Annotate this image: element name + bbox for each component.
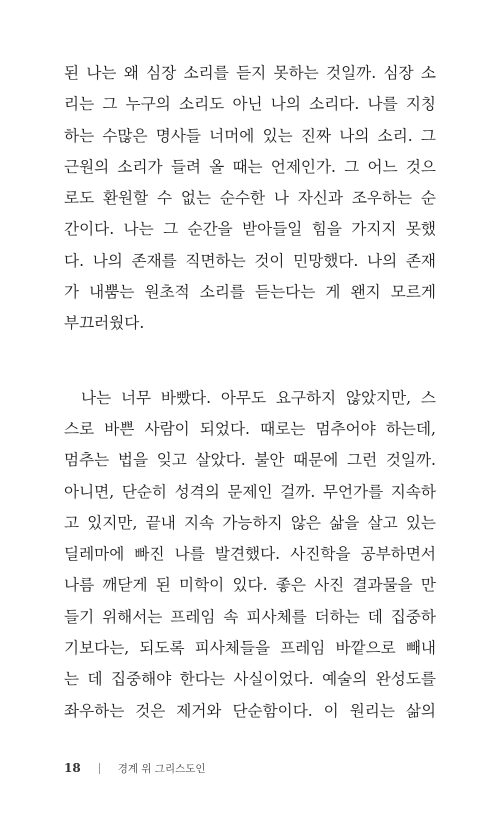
footer-divider — [99, 763, 100, 774]
text-line: 된 나는 왜 심장 소리를 듣지 못하는 것일까. 심장 소 — [64, 64, 436, 82]
page-body — [64, 58, 436, 727]
text-line: 스로 바쁜 사람이 되었다. 때로는 멈추어야 하는데, — [64, 419, 436, 438]
text-line: 고 있지만, 끝내 지속 가능하지 않은 삶을 살고 있는 — [64, 513, 436, 532]
text-line: 부끄러웠다. — [64, 314, 145, 333]
text-line: 나름 깨닫게 된 미학이 있다. 좋은 사진 결과물을 만 — [64, 576, 436, 595]
text-line: 하는 수많은 명사들 너머에 있는 진짜 나의 소리. 그 — [64, 126, 436, 145]
text-line: 멈추는 법을 잊고 살았다. 불안 때문에 그런 것일까. — [64, 451, 436, 470]
text-line: 나는 너무 바빴다. 아무도 요구하지 않았지만, 스 — [81, 388, 436, 407]
text-line: 는 데 집중해야 한다는 사실이었다. 예술의 완성도를 — [64, 670, 436, 689]
paragraph-spacer — [64, 340, 436, 383]
text-line: 간이다. 나는 그 순간을 받아들일 힘을 가지지 못했 — [64, 220, 436, 239]
text-line: 딜레마에 빠진 나를 발견했다. 사진학을 공부하면서 — [64, 545, 436, 564]
paragraph-1 — [64, 58, 436, 340]
text-line: 다. 나의 존재를 직면하는 것이 민망했다. 나의 존재 — [64, 251, 436, 270]
text-line: 로도 환원할 수 없는 순수한 나 자신과 조우하는 순 — [64, 189, 436, 208]
text-line: 리는 그 누구의 소리도 아닌 나의 소리다. 나를 지칭 — [64, 95, 436, 114]
page-footer — [64, 758, 206, 778]
text-line: 좌우하는 것은 제거와 단순함이다. 이 원리는 삶의 — [64, 701, 436, 720]
text-line: 근원의 소리가 들려 올 때는 언제인가. 그 어느 것으 — [64, 157, 436, 176]
page-number: 18 — [64, 761, 81, 775]
paragraph-2 — [64, 383, 436, 727]
text-line: 아니면, 단순히 성격의 문제인 걸까. 무언가를 지속하 — [64, 482, 436, 501]
text-line: 들기 위해서는 프레임 속 피사체를 더하는 데 집중하 — [64, 607, 436, 626]
text-line: 기보다는, 되도록 피사체들을 프레임 바깥으로 빼내 — [64, 639, 436, 658]
running-title: 경계 위 그리스도인 — [117, 762, 206, 775]
text-line: 가 내뿜는 원초적 소리를 듣는다는 게 왠지 모르게 — [64, 283, 436, 302]
